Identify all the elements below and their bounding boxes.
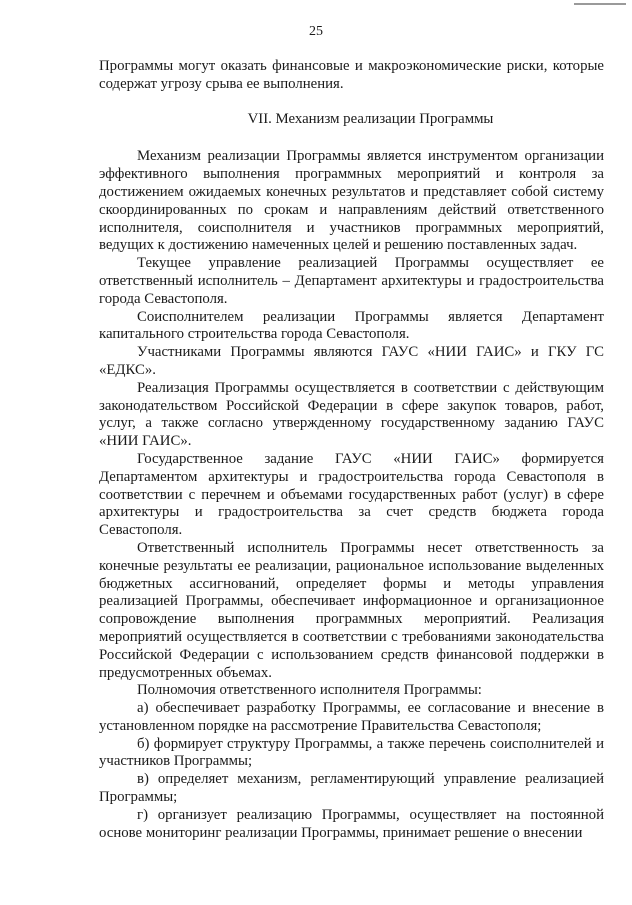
document-body xyxy=(99,58,604,842)
paragraph-current-management: Текущее управление реализацией Программы осуществляет ее ответственный исполнитель – Департамент архитектуры и градостроительства города Севастополя. xyxy=(99,255,604,307)
paragraph-responsibility: Ответственный исполнитель Программы несет ответственность за конечные результаты ее реализации, рациональное использование выделенных бюджетных ассигнований, определяет формы и методы управления реализацией Программы, обеспечивает информационное и организационное сопровождение выполнения программных мероприятий. Реализация мероприятий осуществляется в соответствии с требованиями законодательства Российской Федерации с использованием средств финансовой поддержки в предусмотренных объемах. xyxy=(99,539,604,681)
paragraph-co-executor: Соисполнителем реализации Программы является Департамент капитального строительства города Севастополя. xyxy=(99,308,604,343)
paragraph-state-assignment: Государственное задание ГАУС «НИИ ГАИС» формируется Департаментом архитектуры и градостроительства города Севастополя в соответствии с перечнем и объемами государственных работ (услуг) в сфере архитектуры и градостроительства за счет средств бюджета города Севастополя. xyxy=(99,450,604,539)
list-item-v: в) определяет механизм, регламентирующий управление реализацией Программы; xyxy=(99,771,604,806)
list-item-b: б) формирует структуру Программы, а также перечень соисполнителей и участников Программы; xyxy=(99,735,604,770)
paragraph-mechanism: Механизм реализации Программы является инструментом организации эффективного выполнения программных мероприятий и контроля за достижением ожидаемых конечных результатов и представляет собой систему скоординированных по срокам и направлениям действий ответственного исполнителя, соисполнителя и участников программных мероприятий, ведущих к достижению намеченных целей и решению поставленных задач. xyxy=(99,148,604,254)
paragraph-powers-title: Полномочия ответственного исполнителя Программы: xyxy=(137,682,482,699)
paragraph-participants: Участниками Программы являются ГАУС «НИИ ГАИС» и ГКУ ГС «ЕДКС». xyxy=(99,344,604,378)
list-item-g: г) организует реализацию Программы, осуществляет на постоянной основе мониторинг реализации Программы, принимает решение о внесении xyxy=(99,806,604,841)
scan-edge-mark xyxy=(574,3,626,5)
intro-paragraph: Программы могут оказать финансовые и макроэкономические риски, которые содержат угрозу срыва ее выполнения. xyxy=(99,58,604,92)
page-number: 25 xyxy=(309,24,323,39)
section-heading: VII. Механизм реализации Программы xyxy=(247,110,494,127)
list-item-a: а) обеспечивает разработку Программы, ее согласование и внесение в установленном порядке на рассмотрение Правительства Севастополя; xyxy=(99,700,604,734)
paragraph-implementation: Реализация Программы осуществляется в соответствии с действующим законодательством Российской Федерации в сфере закупок товаров, работ, услуг, а также согласно утвержденному государственному заданию ГАУС «НИИ ГАИС». xyxy=(99,379,604,450)
